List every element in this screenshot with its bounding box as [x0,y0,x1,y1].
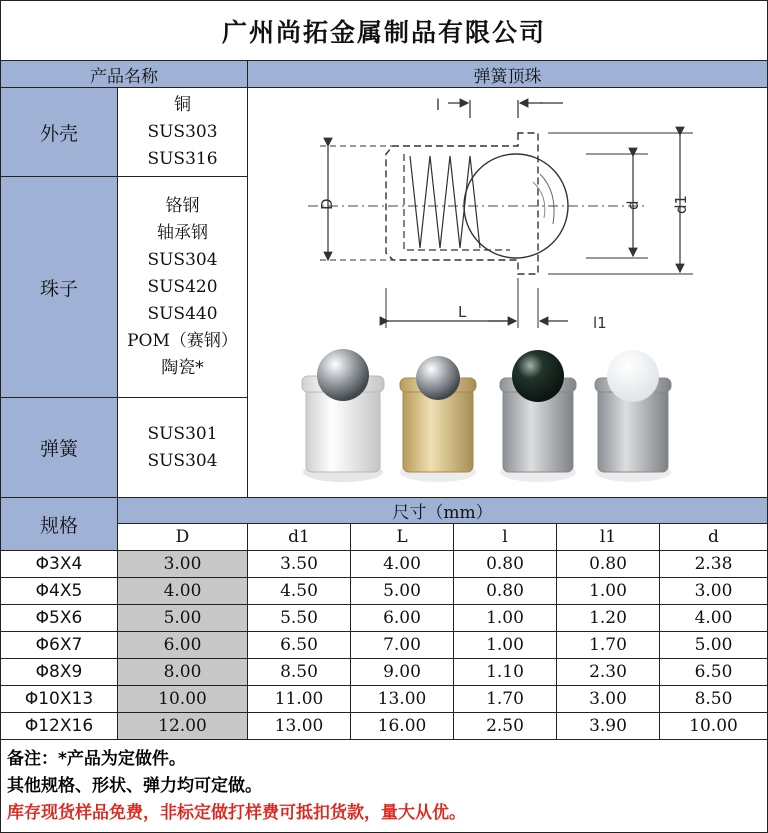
column-header: l [454,524,557,551]
spec-cell: 6.50 [248,632,351,659]
spec-cell: 0.80 [557,551,660,578]
spec-cell: 10.00 [660,713,767,740]
dim-l-label: l [435,95,440,114]
spec-cell: 8.50 [248,659,351,686]
spec-cell: 4.00 [660,605,767,632]
material-item: 陶瓷* [161,357,204,378]
photo-steel-housing-black-ball [500,350,576,482]
spec-cell: 5.00 [660,632,767,659]
spec-cell: 9.00 [351,659,454,686]
spec-cell: 7.00 [351,632,454,659]
spec-cell: 3.00 [118,551,248,578]
spec-cell: 1.00 [454,605,557,632]
material-item: SUS316 [147,148,218,169]
spec-cell: 3.50 [248,551,351,578]
spec-row-name: Φ6X7 [1,632,118,659]
column-header: d [660,524,767,551]
ball-materials [118,177,248,398]
spec-cell: 1.00 [454,632,557,659]
spec-row-name: Φ4X5 [1,578,118,605]
spec-cell: 1.20 [557,605,660,632]
material-item: 轴承钢 [156,222,208,243]
spec-cell: 5.00 [118,605,248,632]
material-item: SUS420 [147,276,218,297]
shell-materials [118,88,248,177]
spec-row-name: Φ12X16 [1,713,118,740]
column-header: d1 [248,524,351,551]
note-custom: 备注：*产品为定做件。 [7,749,186,769]
spec-cell: 11.00 [248,686,351,713]
spec-row-name: Φ8X9 [1,659,118,686]
shell-label: 外壳 [1,88,118,177]
photo-brass-housing [400,356,476,482]
spec-cell: 4.50 [248,578,351,605]
spec-cell: 13.00 [248,713,351,740]
spec-cell: 16.00 [351,713,454,740]
material-item: 铜 [173,94,191,115]
dim-D-label: D [318,197,336,210]
material-item: SUS303 [147,121,218,142]
dim-L-label: L [458,302,467,321]
photo-white-housing [302,349,384,482]
product-type-header: 弹簧顶珠 [248,61,767,88]
column-header: L [351,524,454,551]
spec-cell: 2.50 [454,713,557,740]
spec-cell: 0.80 [454,551,557,578]
column-header: l1 [557,524,660,551]
spec-cell: 1.70 [454,686,557,713]
spec-cell: 1.00 [557,578,660,605]
spring-materials [118,398,248,498]
spec-cell: 10.00 [118,686,248,713]
spec-cell: 5.00 [351,578,454,605]
dim-d-label: d [624,199,642,210]
spec-row-name: Φ3X4 [1,551,118,578]
spec-cell: 1.70 [557,632,660,659]
company-title: 广州尚拓金属制品有限公司 [1,1,767,61]
spec-cell: 12.00 [118,713,248,740]
spec-row-name: Φ10X13 [1,686,118,713]
material-item: SUS304 [147,450,218,471]
spec-cell: 1.10 [454,659,557,686]
column-header: D [118,524,248,551]
technical-drawing [248,88,767,498]
notes [1,740,767,832]
dim-d1-label: d1 [672,194,690,214]
material-item: SUS301 [147,423,218,444]
material-item: POM（赛钢） [127,330,238,351]
spec-cell: 5.50 [248,605,351,632]
spec-cell: 3.90 [557,713,660,740]
spec-cell: 6.00 [351,605,454,632]
spec-label: 规格 [1,498,118,551]
spec-cell: 0.80 [454,578,557,605]
spec-cell: 4.00 [351,551,454,578]
spec-cell: 2.38 [660,551,767,578]
spec-cell: 3.00 [557,686,660,713]
material-item: SUS440 [147,303,218,324]
spec-row-name: Φ5X6 [1,605,118,632]
spec-cell: 8.50 [660,686,767,713]
spec-cell: 6.00 [118,632,248,659]
spec-cell: 13.00 [351,686,454,713]
material-item: 铬钢 [165,195,200,216]
spec-cell: 3.00 [660,578,767,605]
size-unit-header: 尺寸（mm） [118,498,767,524]
spec-cell: 6.50 [660,659,767,686]
spec-cell: 4.00 [118,578,248,605]
note-free-samples: 库存现货样品免费，非标定做打样费可抵扣货款，量大从优。 [7,803,466,823]
product-name-header: 产品名称 [1,61,248,88]
material-item: SUS304 [147,249,218,270]
spec-cell: 2.30 [557,659,660,686]
spec-cell: 8.00 [118,659,248,686]
dim-l1-label: l1 [593,313,607,332]
spring-label: 弹簧 [1,398,118,498]
note-customizable: 其他规格、形状、弹力均可定做。 [7,776,262,796]
ball-label: 珠子 [1,177,118,398]
photo-steel-housing-white-ball [595,350,671,482]
product-illustration-area [248,88,767,498]
